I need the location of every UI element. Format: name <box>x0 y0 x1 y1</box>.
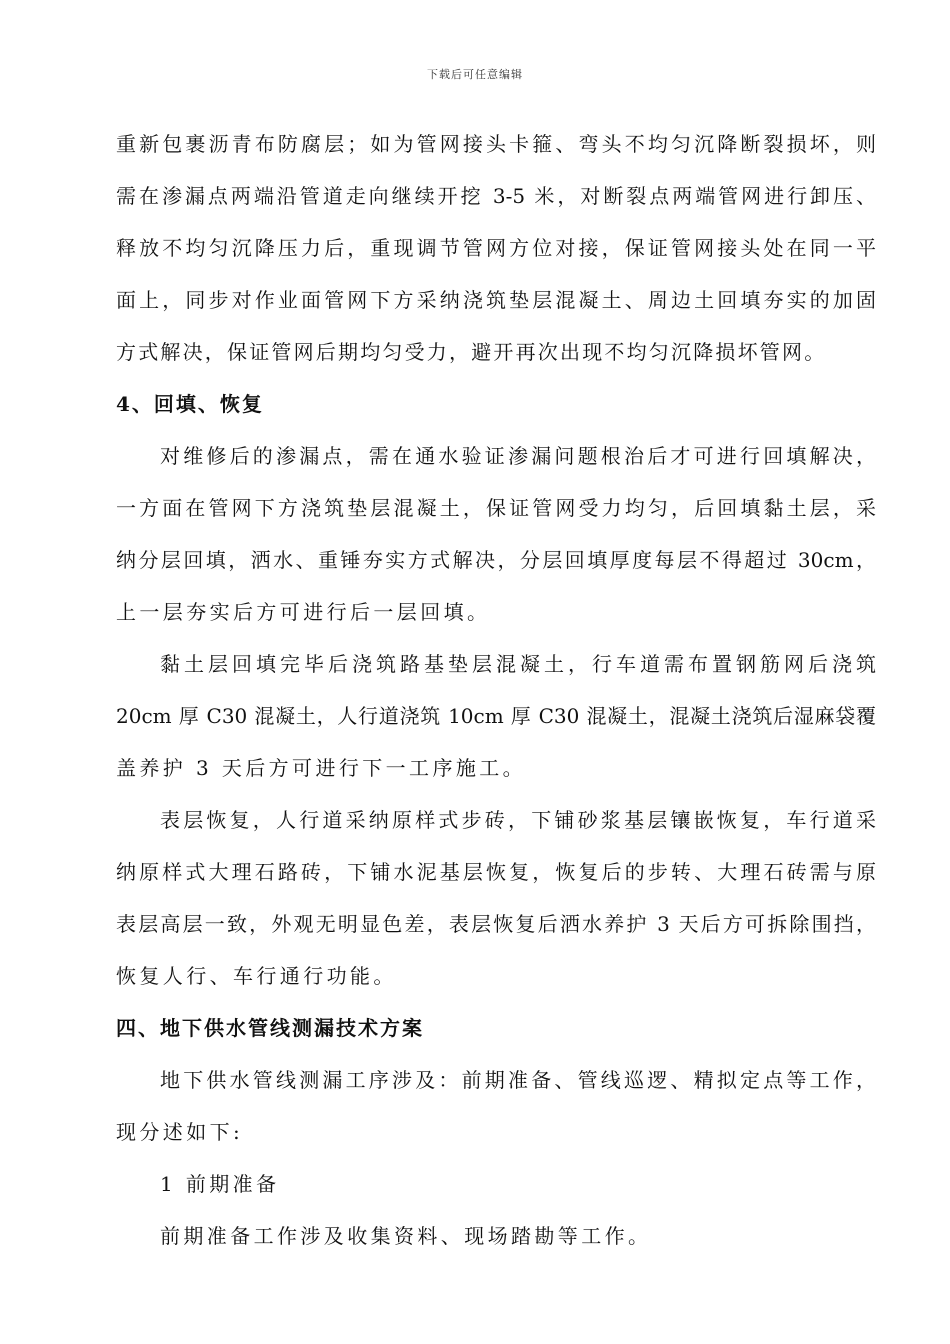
document-body <box>116 118 876 1262</box>
paragraph-line: 20cm 厚 C30 混凝土，人行道浇筑 10cm 厚 C30 混凝土，混凝土浇筑后湿麻袋覆 <box>116 704 876 728</box>
paragraph-line: 方式解决，保证管网后期均匀受力，避开再次出现不均匀沉降损坏管网。 <box>116 340 827 364</box>
paragraph-line: 对维修后的渗漏点，需在通水验证渗漏问题根治后才可进行回填解决， <box>160 444 876 468</box>
paragraph-line: 前期准备工作涉及收集资料、现场踏勘等工作。 <box>160 1224 652 1248</box>
section-heading: 四、地下供水管线测漏技术方案 <box>116 1016 424 1040</box>
paragraph-line: 上一层夯实后方可进行后一层回填。 <box>116 600 491 624</box>
paragraph-line: 需在渗漏点两端沿管道走向继续开挖 3-5 米，对断裂点两端管网进行卸压、 <box>116 184 876 208</box>
paragraph-line: 盖养护 3 天后方可进行下一工序施工。 <box>116 756 527 780</box>
paragraph-line: 面上，同步对作业面管网下方采纳浇筑垫层混凝土、周边土回填夯实的加固 <box>116 288 876 312</box>
paragraph-line: 表层高层一致，外观无明显色差，表层恢复后洒水养护 3 天后方可拆除围挡， <box>116 912 876 936</box>
paragraph-line: 表层恢复，人行道采纳原样式步砖，下铺砂浆基层镶嵌恢复，车行道采 <box>160 808 876 832</box>
page-header: 下载后可任意编辑 <box>427 68 523 81</box>
paragraph-line: 纳分层回填，洒水、重锤夯实方式解决，分层回填厚度每层不得超过 30cm， <box>116 548 876 572</box>
subsection-heading: 1 前期准备 <box>160 1172 280 1196</box>
paragraph-line: 纳原样式大理石路砖，下铺水泥基层恢复，恢复后的步转、大理石砖需与原 <box>116 860 876 884</box>
paragraph-line: 地下供水管线测漏工序涉及：前期准备、管线巡逻、精拟定点等工作， <box>160 1068 876 1092</box>
paragraph-line: 重新包裹沥青布防腐层；如为管网接头卡箍、弯头不均匀沉降断裂损坏，则 <box>116 132 876 156</box>
paragraph-line: 恢复人行、车行通行功能。 <box>116 964 397 988</box>
section-heading: 4、回填、恢复 <box>116 392 264 416</box>
paragraph-line: 现分述如下: <box>116 1120 244 1144</box>
paragraph-line: 释放不均匀沉降压力后，重现调节管网方位对接，保证管网接头处在同一平 <box>116 236 876 260</box>
paragraph-line: 一方面在管网下方浇筑垫层混凝土，保证管网受力均匀，后回填黏土层，采 <box>116 496 876 520</box>
paragraph-line: 黏土层回填完毕后浇筑路基垫层混凝土，行车道需布置钢筋网后浇筑 <box>160 652 876 676</box>
